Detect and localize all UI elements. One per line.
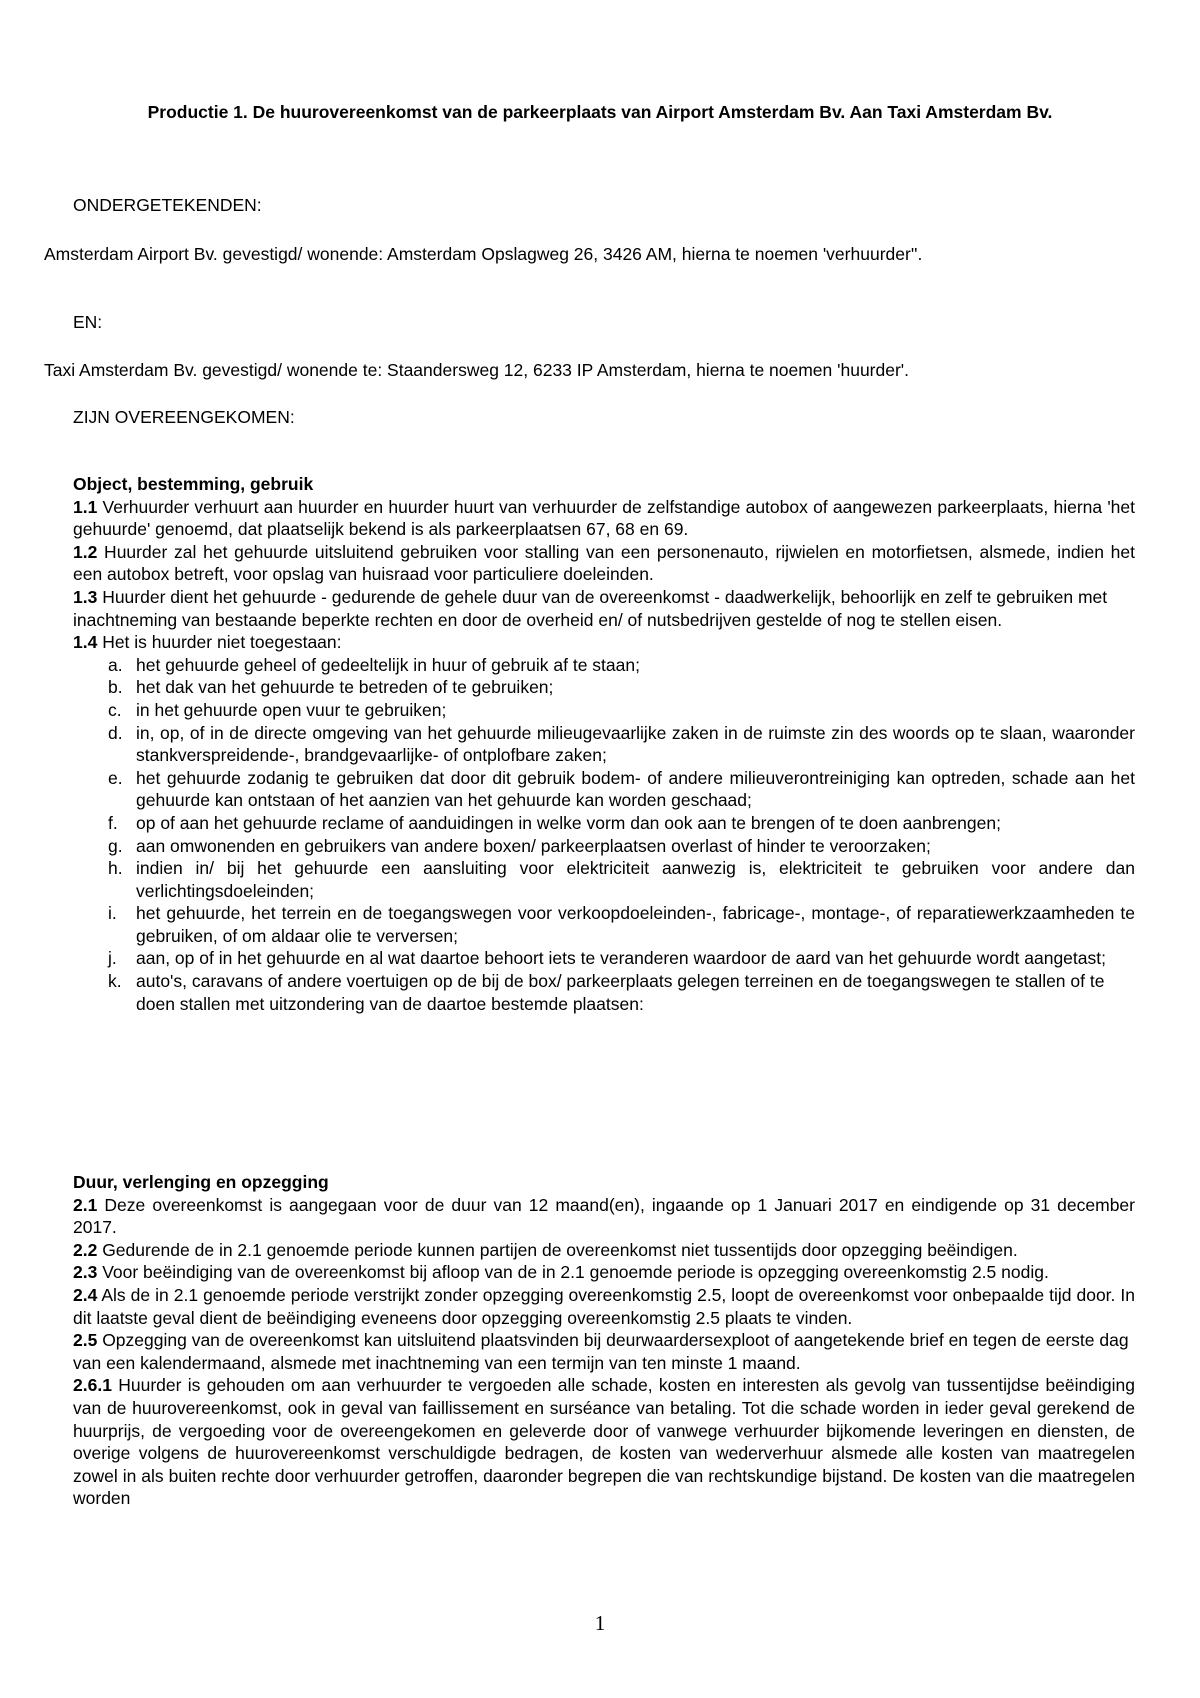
- clause-2-1: [73, 1194, 1135, 1239]
- clause-text: Het is huurder niet toegestaan:: [97, 632, 342, 653]
- clause-1-3: [73, 586, 1135, 631]
- clause-number: 2.4: [73, 1284, 98, 1305]
- clause-2-2: [73, 1239, 1135, 1262]
- prohibitions-list: [73, 654, 1135, 1016]
- list-marker: h.: [108, 858, 123, 879]
- clause-number: 2.2: [73, 1239, 98, 1260]
- clause-number: 1.4: [73, 632, 98, 653]
- lessor-line: Amsterdam Airport Bv. gevestigd/ wonende: Amsterdam Opslagweg 26, 3426 AM, hierna te noemen 'verhuurder''.: [44, 244, 923, 264]
- list-text: aan, op of in het gehuurde en al wat daartoe behoort iets te veranderen waardoor de aard van het gehuurde wordt aangetast;: [136, 948, 1106, 969]
- clause-text: Gedurende de in 2.1 genoemde periode kunnen partijen de overeenkomst niet tussentijds door opzegging beëindigen.: [97, 1239, 1018, 1260]
- clause-text: Verhuurder verhuurt aan huurder en huurder huurt van verhuurder de zelfstandige autobox of aangewezen parkeerplaats, hierna 'het gehuurde' genoemd, dat plaatselijk bekend is als parkeerplaatsen 67, 68 en 69.: [73, 496, 1135, 540]
- list-marker: j.: [108, 948, 117, 969]
- clause-1-4: [73, 631, 1135, 654]
- list-text: aan omwonenden en gebruikers van andere boxen/ parkeerplaatsen overlast of hinder te veroorzaken;: [136, 835, 931, 856]
- list-item: [73, 812, 1135, 835]
- list-item: [73, 857, 1135, 902]
- clause-2-5: [73, 1329, 1135, 1374]
- list-item: [73, 947, 1135, 970]
- list-marker: g.: [108, 835, 123, 856]
- list-text: het gehuurde zodanig te gebruiken dat door dit gebruik bodem- of andere milieuverontreiniging kan optreden, schade aan het gehuurde kan ontstaan of het aanzien van het gehuurde kan worden geschaad;: [136, 767, 1135, 811]
- section-heading: Duur, verlenging en opzegging: [73, 1172, 329, 1192]
- list-text: het gehuurde geheel of gedeeltelijk in huur of gebruik af te staan;: [136, 654, 640, 675]
- list-marker: f.: [108, 812, 118, 833]
- clause-text: Huurder is gehouden om aan verhuurder te vergoeden alle schade, kosten en interesten als gevolg van tussentijdse beëindiging van de huurovereenkomst, ook in geval van faillissement en surséance van betaling. Tot die schade worden in ieder geval gerekend de huurprijs, de vergoeding voor de overeengekomen en geleverde door of vanwege verhuurder bijkomende leveringen en diensten, de overige volgens de huurovereenkomst verschuldigde bedragen, de kosten van wederverhuur alsmede alle kosten van maatregelen zowel in als buiten rechte door verhuurder getroffen, daaronder begrepen die van rechtskundige bijstand. De kosten van die maatregelen worden: [73, 1375, 1135, 1509]
- section-duration: [73, 1171, 1135, 1510]
- list-marker: c.: [108, 699, 122, 720]
- clause-2-4: [73, 1284, 1135, 1329]
- clause-1-2: [73, 541, 1135, 586]
- list-marker: b.: [108, 677, 123, 698]
- list-text: indien in/ bij het gehuurde een aansluiting voor elektriciteit aanwezig is, elektriciteit te gebruiken voor andere dan verlichtingsdoeleinden;: [136, 858, 1135, 901]
- list-item: [73, 676, 1135, 699]
- lessee-line: Taxi Amsterdam Bv. gevestigd/ wonende te: Staandersweg 12, 6233 IP Amsterdam, hierna te noemen 'huurder'.: [44, 360, 910, 380]
- list-item: [73, 970, 1135, 1015]
- clause-number: 1.1: [73, 496, 98, 517]
- list-marker: i.: [108, 903, 117, 924]
- clause-number: 2.3: [73, 1262, 98, 1283]
- and-line: EN:: [73, 312, 103, 332]
- clause-number: 2.5: [73, 1330, 98, 1351]
- agreed-line: ZIJN OVEREENGEKOMEN:: [73, 407, 295, 427]
- list-marker: k.: [108, 971, 122, 992]
- list-item: [73, 835, 1135, 858]
- list-marker: e.: [108, 767, 123, 788]
- list-text: het dak van het gehuurde te betreden of te gebruiken;: [136, 677, 554, 698]
- list-text: het gehuurde, het terrein en de toegangswegen voor verkoopdoeleinden-, fabricage-, montage-, of reparatiewerkzaamheden te gebruiken, of om aldaar olie te verversen;: [136, 903, 1135, 946]
- document-title: Productie 1. De huurovereenkomst van de parkeerplaats van Airport Amsterdam Bv. Aan Taxi Amsterdam Bv.: [147, 102, 1053, 122]
- clause-number: 2.6.1: [73, 1375, 112, 1396]
- list-text: op of aan het gehuurde reclame of aanduidingen in welke vorm dan ook aan te brengen of te doen aanbrengen;: [136, 812, 1001, 833]
- section-heading: Object, bestemming, gebruik: [73, 474, 314, 494]
- list-item: [73, 699, 1135, 722]
- clause-number: 2.1: [73, 1194, 98, 1215]
- list-text: in het gehuurde open vuur te gebruiken;: [136, 699, 447, 720]
- clause-text: Opzegging van de overeenkomst kan uitsluitend plaatsvinden bij deurwaardersexploot of aangetekende brief en tegen de eerste dag van een kalendermaand, alsmede met inachtneming van een termijn van ten minste 1 maand.: [73, 1330, 1129, 1373]
- clause-text: Als de in 2.1 genoemde periode verstrijkt zonder opzegging overeenkomstig 2.5, loopt de overeenkomst voor onbepaalde tijd door. In dit laatste geval dient de beëindiging eveneens door opzegging overeenkomstig 2.5 plaats te vinden.: [73, 1284, 1135, 1328]
- clause-2-6-1: [73, 1374, 1135, 1510]
- clause-number: 1.2: [73, 541, 98, 562]
- clause-1-1: [73, 496, 1135, 541]
- clause-2-3: [73, 1261, 1135, 1284]
- clause-text: Deze overeenkomst is aangegaan voor de duur van 12 maand(en), ingaande op 1 Januari 2017 en eindigende op 31 december 2017.: [73, 1194, 1135, 1238]
- parties-heading: ONDERGETEKENDEN:: [73, 195, 262, 215]
- list-item: [73, 722, 1135, 767]
- list-text: auto's, caravans of andere voertuigen op de bij de box/ parkeerplaats gelegen terreinen en de toegangswegen te stallen of te doen stallen met uitzondering van de daartoe bestemde plaatsen:: [136, 971, 1105, 1014]
- list-marker: a.: [108, 654, 123, 675]
- clause-text: Huurder dient het gehuurde - gedurende de gehele duur van de overeenkomst - daadwerkelijk, behoorlijk en zelf te gebruiken met inachtneming van bestaande beperkte rechten en door de overheid en/ of nutsbedrijven gestelde of nog te stellen eisen.: [73, 586, 1108, 630]
- page-number: 1: [594, 1611, 606, 1635]
- clause-text: Huurder zal het gehuurde uitsluitend gebruiken voor stalling van een personenauto, rijwielen en motorfietsen, alsmede, indien het een autobox betreft, voor opslag van huisraad voor particuliere doeleinden.: [73, 541, 1135, 585]
- list-item: [73, 654, 1135, 677]
- section-object: [73, 473, 1135, 1015]
- clause-text: Voor beëindiging van de overeenkomst bij afloop van de in 2.1 genoemde periode is opzegging overeenkomstig 2.5 nodig.: [97, 1262, 1049, 1283]
- list-marker: d.: [108, 722, 123, 743]
- list-item: [73, 767, 1135, 812]
- list-text: in, op, of in de directe omgeving van het gehuurde milieugevaarlijke zaken in de ruimste zin des woords op te slaan, waaronder stankverspreidende-, brandgevaarlijke- of ontplofbare zaken;: [136, 722, 1135, 766]
- clause-number: 1.3: [73, 586, 98, 607]
- list-item: [73, 902, 1135, 947]
